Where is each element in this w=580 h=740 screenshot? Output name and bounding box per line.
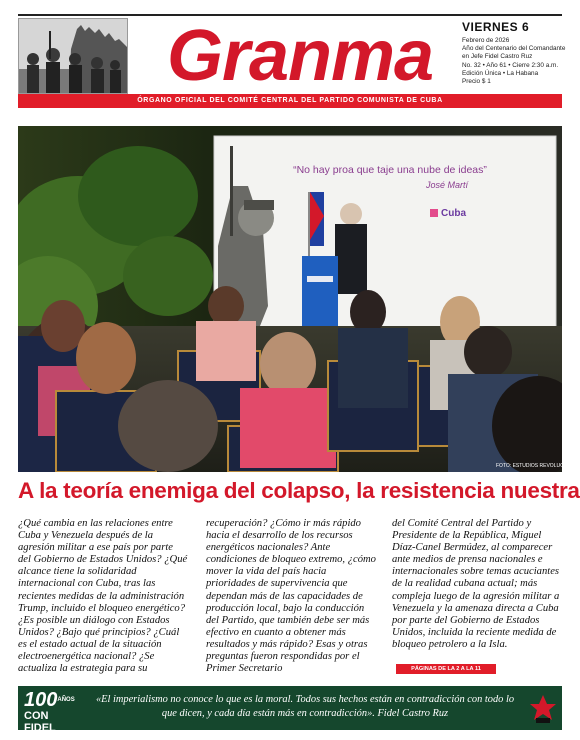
column-text: ¿Qué cambia en las relaciones entre Cuba y Venezuela después de la agresión militar a ese país por parte del Gobierno de Estados Unidos? ¿Qué alcance tiene la solidaridad internacional con Cuba, tras las recientes medidas de la administración Trump, incluido el bloqueo energético? ¿Es posible un diálogo con Estados Unidos? ¿Bajo qué principios? ¿Cuál es el estado actual de la situación electroenergética nacional? ¿Se actualiza la estrategia para su: [18, 518, 188, 675]
screen-brand-label: Cuba: [441, 208, 466, 219]
centenario-logo: [24, 689, 82, 734]
edition-line: Febrero de 2026: [462, 37, 510, 44]
article-column-2: [206, 518, 376, 675]
article-column-3: [392, 518, 562, 651]
tagline-bar: ÓRGANO OFICIAL DEL COMITÉ CENTRAL DEL PARTIDO COMUNISTA DE CUBA: [18, 94, 562, 108]
centenario-con-fidel: CON FIDEL: [24, 710, 56, 734]
pages-tag[interactable]: PÁGINAS DE LA 2 A LA 11: [396, 664, 496, 674]
edition-line: Precio $ 1: [462, 78, 491, 86]
edition-day: VIERNES 6: [462, 20, 530, 34]
column-text: del Comité Central del Partido y Presidente de la República, Miguel Díaz-Canel Bermúdez, al comparecer ante medios de prensa nacionales e internacionales sobre temas acuciantes de la realidad cubana actual; más compleja luego de la agresión militar a Venezuela y la amenaza directa a Cuba por parte del Gobierno de Estados Unidos, incluida la reciente medida de bloqueo petrolero a la Isla.: [392, 518, 560, 650]
edition-line: en Jefe Fidel Castro Ruz: [462, 53, 533, 61]
article-column-1: [18, 518, 188, 675]
edition-line: Año del Centenario del Comandante: [462, 45, 566, 53]
screen-author: José Martí: [426, 180, 469, 190]
edition-line: No. 32 • Año 61 • Cierre 2:30 a.m.: [462, 61, 559, 69]
logo-text: Granma: [166, 16, 434, 92]
granma-logo: [150, 14, 450, 92]
fidel-quote: «El imperialismo no conoce lo que es la moral. Todos sus hechos están en contradicción con todo lo que dicen, y cada día están más en contradicción». Fidel Castro Ruz: [95, 694, 515, 719]
edition-line: Edición Única • La Habana: [462, 69, 539, 77]
centenario-small: AÑOS: [57, 697, 75, 703]
screen-quote: “No hay proa que taje una nube de ideas”: [293, 164, 487, 176]
play-icon: [430, 209, 438, 217]
centenario-number: 100: [24, 689, 58, 711]
party-emblem-icon: [530, 692, 556, 726]
headline[interactable]: A la teoría enemiga del colapso, la resistencia nuestra: [18, 478, 580, 503]
edition-info: [462, 20, 566, 86]
historic-photo: [18, 18, 128, 94]
main-photo[interactable]: [18, 126, 562, 472]
screen-brand: [430, 208, 466, 219]
photo-credit: FOTO: ESTUDIOS REVOLUCIÓN: [496, 463, 573, 469]
column-text: recuperación? ¿Cómo ir más rápido hacia el desarrollo de los recursos energéticos nacionales? Ante condiciones de bloqueo extremo, ¿cómo mover la vida del país hacia prioridades de supervivencia que dependan más de las capacidades de producción local, bajo la conducción del Partido, que también debe ser más efectivo en cuanto a obtener más resultados y más rápido? Esas y otras preguntas fueron respondidas por el Primer Secretario: [206, 518, 376, 675]
